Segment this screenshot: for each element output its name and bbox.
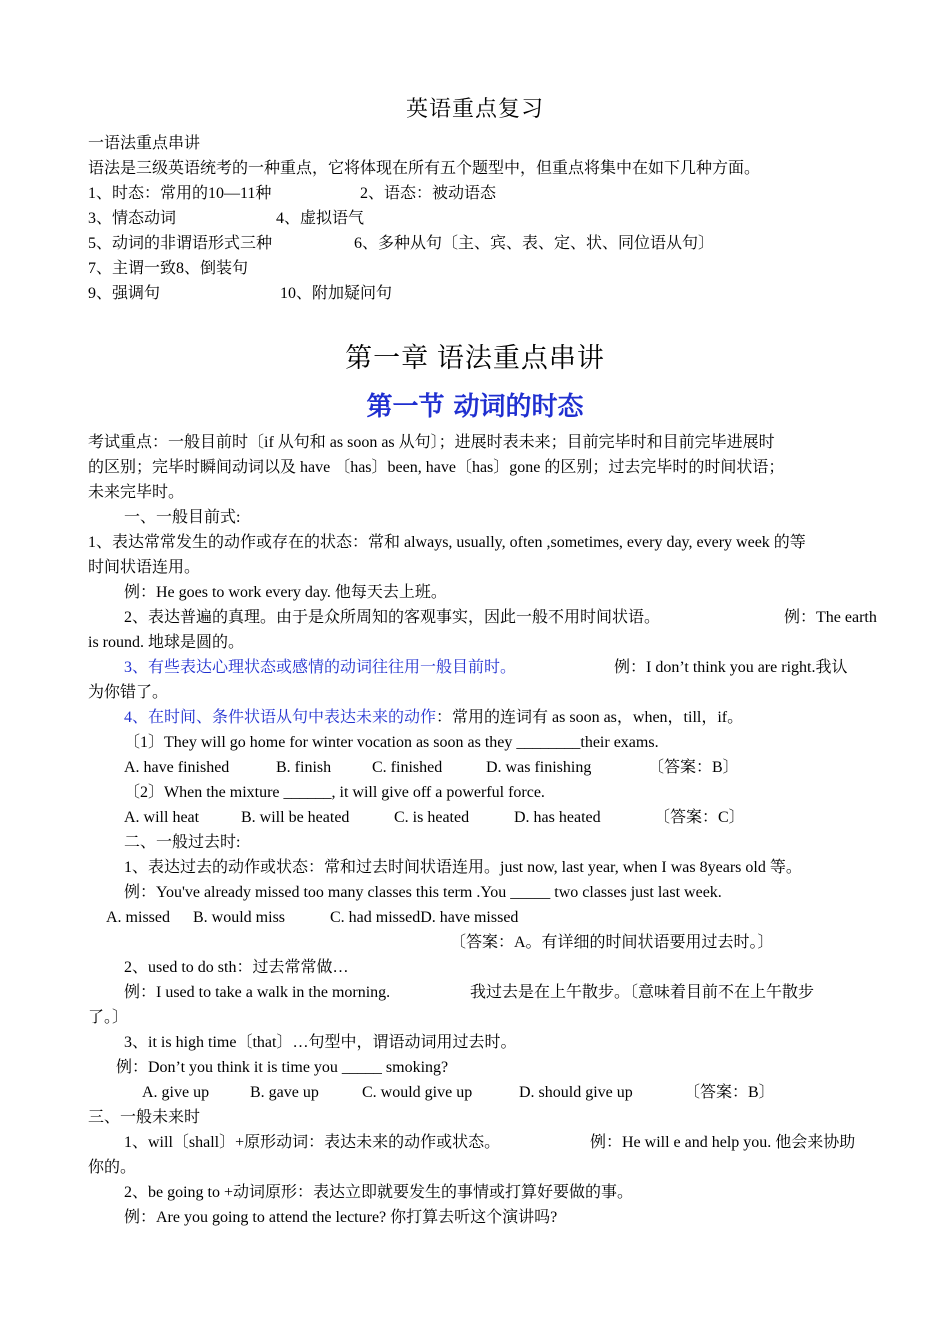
paragraph: 2、be going to +动词原形：表达立即就要发生的事情或打算好要做的事。 [124,1184,634,1201]
question-options [124,805,892,830]
option: B. will be heated [241,809,350,826]
paragraph: 为你错了。 [88,684,169,701]
grammar-topic-row [88,181,892,206]
translation: 我过去是在上午散步。〔意味着目前不在上午散步 [470,984,815,1001]
option: D. has heated [514,809,601,826]
grammar-topic: 7、主谓一致8、倒装句 [88,260,249,277]
question-options [142,1080,892,1105]
intro-heading: 一语法重点串讲 [88,135,201,152]
question-options [106,905,892,930]
paragraph [124,605,892,630]
grammar-topic: 10、附加疑问句 [280,285,393,302]
paragraph-text: 1、will〔shall〕+原形动词：表达未来的动作或状态。 [124,1134,501,1151]
example: 例：I don’t think you are right.我认 [614,659,848,676]
example: 例：Are you going to attend the lecture? 你打算去听这个演讲吗? [124,1209,558,1226]
option: C. is heated [394,809,470,826]
grammar-topic: 2、语态：被动语态 [360,185,497,202]
example: 例：You've already missed too many classes this term .You _____ two classes just last week. [124,884,722,901]
grammar-topic: 1、时态：常用的10—11种 [88,185,272,202]
answer: 〔答案：B〕 [684,1084,775,1101]
paragraph [124,655,892,680]
grammar-topic: 6、多种从句〔主、宾、表、定、状、同位语从句〕 [354,235,715,252]
option: C. would give up [362,1084,473,1101]
paragraph: 3、it is high time〔that〕…句型中，谓语动词用过去时。 [124,1034,517,1051]
grammar-topic: 4、虚拟语气 [276,210,365,227]
option: A. will heat [124,809,200,826]
option: B. finish [276,759,332,776]
intro-description: 语法是三级英语统考的一种重点，它将体现在所有五个题型中，但重点将集中在如下几种方面。 [88,160,761,177]
past-heading: 二、一般过去时: [124,834,241,851]
paragraph [124,705,892,730]
example: 例：He goes to work every day. 他每天去上班。 [124,584,447,601]
paragraph: 2、used to do sth：过去常常做… [124,959,349,976]
paragraph: 你的。 [88,1159,137,1176]
grammar-topic-row [88,281,892,306]
example-line [124,980,892,1005]
highlighted-rule: 4、在时间、条件状语从句中表达未来的动作 [124,709,437,726]
paragraph-text: ：常用的连词有 as soon as，when，till，if。 [436,709,744,726]
paragraph-text: 2、表达普遍的真理。由于是众所周知的客观事实，因此一般不用时间状语。 [124,609,661,626]
paragraph: 1、表达常常发生的动作或存在的状态：常和 always, usually, often ,sometimes, every day, every week 的等 [88,534,806,551]
paragraph: is round. 地球是圆的。 [88,634,245,651]
answer: 〔答案：C〕 [654,809,745,826]
option: A. have finished [124,759,230,776]
question: 〔2〕When the mixture ______, it will give off a powerful force. [124,784,545,801]
option: C. had missedD. have missed [330,909,519,926]
present-heading: 一、一般目前式: [124,509,241,526]
document-title: 英语重点复习 [405,96,544,121]
grammar-topic-row [88,206,892,231]
answer: 〔答案：A。有详细的时间状语要用过去时。〕 [450,934,774,951]
question-options [124,755,892,780]
answer: 〔答案：B〕 [648,759,739,776]
future-heading: 三、一般未来时 [88,1109,201,1126]
grammar-topic-row [88,231,892,256]
paragraph [124,1130,892,1155]
section-title: 第一节 动词的时态 [366,392,584,422]
exam-points-line: 考试重点：一般目前时〔if 从句和 as soon as 从句〕；进展时表未来；目前完毕时和目前完毕进展时 [88,434,775,451]
chapter-title: 第一章 语法重点串讲 [345,343,605,373]
example: 例：Don’t you think it is time you _____ smoking? [116,1059,449,1076]
exam-points-line: 的区别；完毕时瞬间动词以及 have 〔has〕been, have〔has〕gone 的区别；过去完毕时的时间状语； [88,459,785,476]
grammar-topic: 9、强调句 [88,285,161,302]
option: C. finished [372,759,443,776]
example: 例：I used to take a walk in the morning. [124,984,391,1001]
example: 例：He will e and help you. 他会来协助 [590,1134,856,1151]
grammar-topic-row [88,256,892,281]
option: B. would miss [193,909,286,926]
grammar-topic: 5、动词的非谓语形式三种 [88,235,273,252]
question: 〔1〕They will go home for winter vocation as soon as they ________their exams. [124,734,659,751]
exam-points-line: 未来完毕时。 [88,484,185,501]
highlighted-rule: 3、有些表达心理状态或感情的动词往往用一般目前时。 [124,659,517,676]
option: B. gave up [250,1084,319,1101]
paragraph: 了。〕 [88,1009,129,1026]
option: A. missed [106,909,170,926]
option: D. was finishing [486,759,592,776]
option: A. give up [142,1084,210,1101]
option: D. should give up [519,1084,633,1101]
paragraph: 1、表达过去的动作或状态：常和过去时间状语连用。just now, last year, when I was 8years old 等。 [124,859,802,876]
example: 例：The earth [784,609,877,626]
grammar-topic: 3、情态动词 [88,210,177,227]
paragraph: 时间状语连用。 [88,559,201,576]
